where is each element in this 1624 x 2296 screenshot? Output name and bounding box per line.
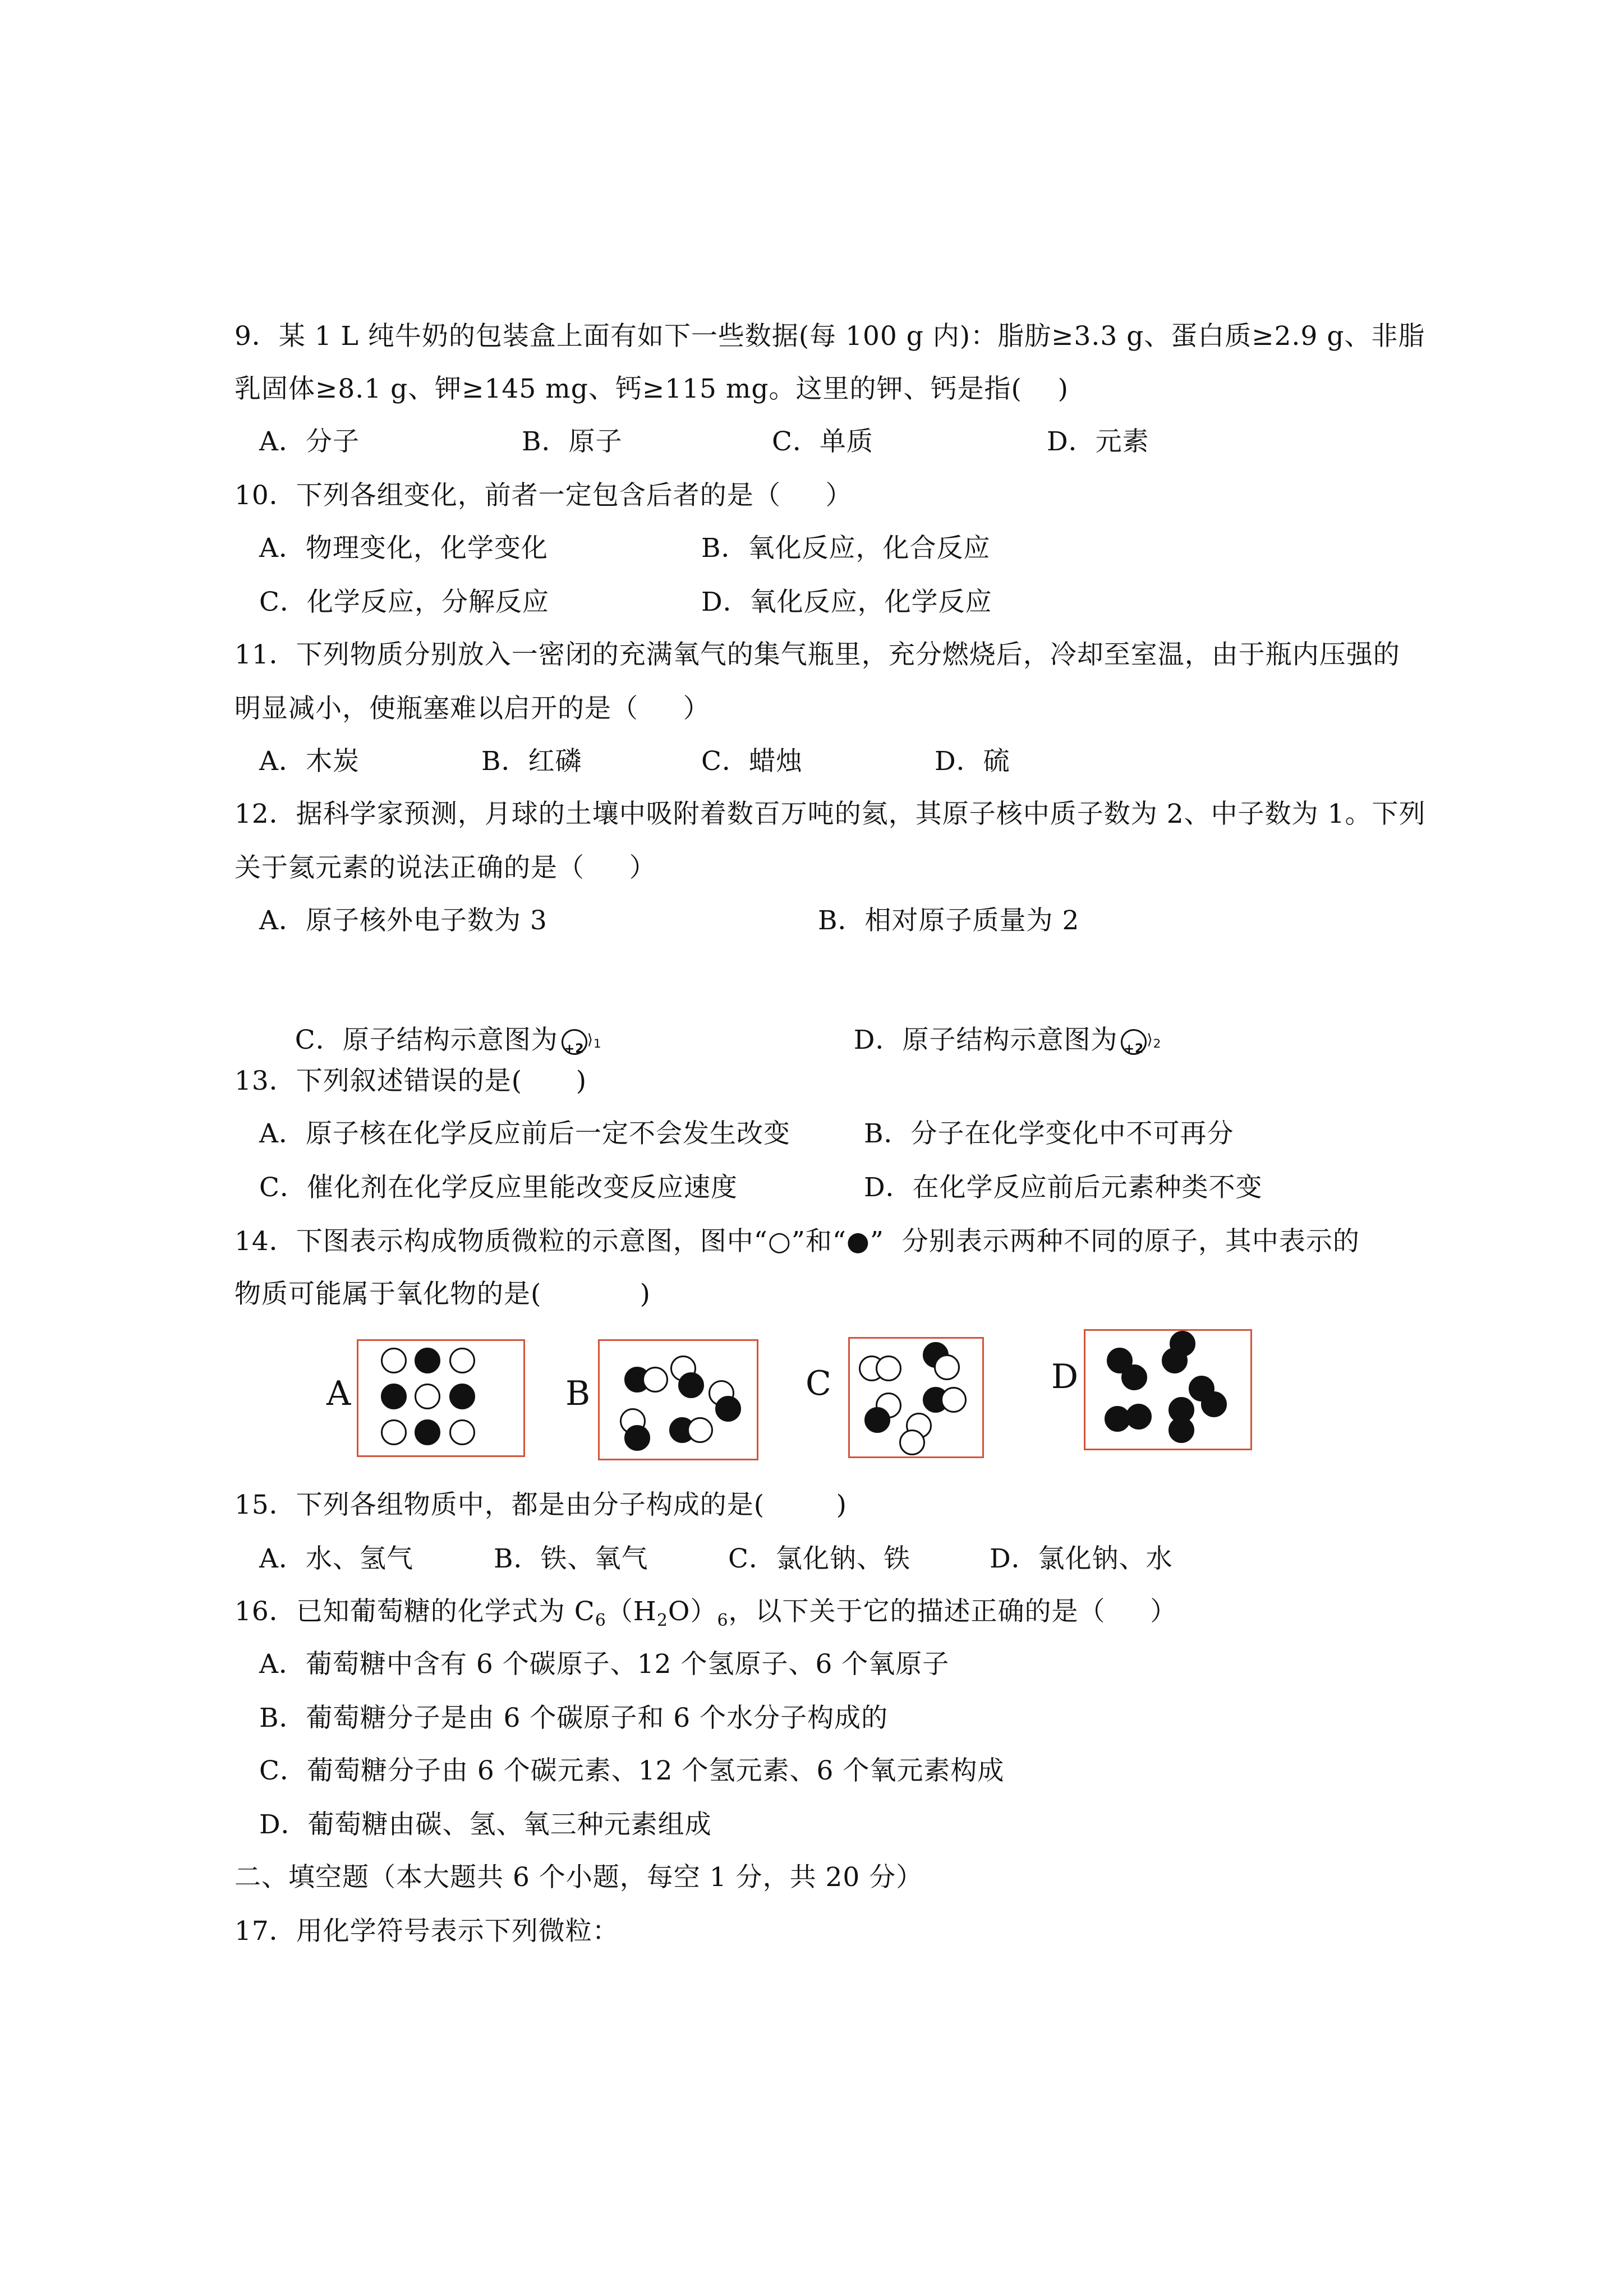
black-atom (864, 1407, 890, 1433)
q12-stem-line1: 12．据科学家预测，月球的土壤中吸附着数百万吨的氦，其原子核中质子数为 2、中子数为 1。下列 (234, 799, 1426, 829)
white-atom (941, 1387, 967, 1413)
white-atom (381, 1348, 407, 1373)
black-atom (1201, 1391, 1227, 1417)
q16-option-b: B．葡萄糖分子是由 6 个碳原子和 6 个水分子构成的 (259, 1703, 889, 1733)
q16-stem-start: 16．已知葡萄糖的化学式为 C (234, 1596, 595, 1627)
q13-option-c: C．催化剂在化学反应里能改变反应速度 (259, 1172, 738, 1203)
black-atom (1168, 1417, 1194, 1443)
q15-option-c: C．氯化钠、铁 (728, 1543, 910, 1574)
q13-option-d: D．在化学反应前后元素种类不变 (864, 1172, 1263, 1203)
q17-stem: 17．用化学符号表示下列微粒： (234, 1916, 619, 1947)
q11-stem-line2: 明显减小，使瓶塞难以启开的是（ ） (234, 693, 710, 724)
q12-option-a: A．原子核外电子数为 3 (259, 905, 548, 936)
figure-label-b: B (565, 1374, 591, 1413)
white-atom (899, 1430, 925, 1455)
black-atom (1121, 1364, 1147, 1390)
electron-shell-count: $⟩_2$ (1147, 1031, 1162, 1052)
q9-option-a: A．分子 (259, 426, 360, 457)
q15-stem: 15．下列各组物质中，都是由分子构成的是( ) (234, 1490, 847, 1520)
formula-subscript: 2 (656, 1611, 668, 1630)
q9-stem-line1: 9．某 1 L 纯牛奶的包装盒上面有如下一些数据(每 100 g 内)：脂肪≥3.3 g、蛋白质≥2.9 g、非脂 (234, 321, 1425, 352)
nucleus-charge: +2 (1124, 1042, 1144, 1057)
q12-option-d (818, 993, 1161, 1091)
electron-shell-count: $⟩_1$ (587, 1031, 602, 1052)
q10-option-d: D．氧化反应，化学反应 (701, 587, 992, 617)
white-atom (415, 1384, 440, 1409)
q10-option-a: A．物理变化，化学变化 (259, 533, 548, 564)
q11-option-c: C．蜡烛 (701, 746, 803, 777)
q16-stem-end: ，以下关于它的描述正确的是（ ） (728, 1596, 1177, 1627)
q12-option-b: B．相对原子质量为 2 (818, 905, 1080, 936)
q16-stem-formula-part: O） (668, 1596, 717, 1627)
q15-option-a: A．水、氢气 (259, 1543, 413, 1574)
q9-option-d: D．元素 (1047, 426, 1149, 457)
q14-stem-line1: 14．下图表示构成物质微粒的示意图，图中“○”和“●” 分别表示两种不同的原子，其中表示的 (234, 1226, 1360, 1257)
figure-label-c: C (806, 1364, 831, 1403)
shell-electrons: 1 (593, 1037, 602, 1052)
nucleus-charge: +2 (564, 1042, 585, 1057)
black-atom (678, 1372, 704, 1398)
black-atom (415, 1419, 440, 1445)
q11-stem-line1: 11．下列物质分别放入一密闭的充满氧气的集气瓶里，充分燃烧后，冷却至室温，由于瓶内压强的 (234, 639, 1400, 670)
q10-stem: 10．下列各组变化，前者一定包含后者的是（ ） (234, 480, 853, 511)
atom-structure-diagram (1121, 1029, 1147, 1055)
black-atom (1162, 1348, 1188, 1373)
figure-label-a: A (326, 1374, 351, 1413)
q13-option-a: A．原子核在化学反应前后一定不会发生改变 (259, 1118, 790, 1149)
q16-option-a: A．葡萄糖中含有 6 个碳原子、12 个氢原子、6 个氧原子 (259, 1649, 950, 1680)
black-atom (415, 1348, 440, 1373)
particle-box-c (848, 1337, 984, 1458)
q9-stem-line2: 乳固体≥8.1 g、钾≥145 mg、钙≥115 mg。这里的钾、钙是指( ) (234, 374, 1069, 404)
black-atom (381, 1384, 407, 1409)
shell-electrons: 2 (1153, 1037, 1162, 1052)
white-atom (687, 1417, 713, 1443)
black-atom (624, 1425, 650, 1451)
q11-option-b: B．红磷 (481, 746, 582, 777)
white-atom (449, 1419, 475, 1445)
black-atom (449, 1384, 475, 1409)
q16-stem-formula-part: （H (606, 1596, 657, 1627)
particle-box-d (1084, 1329, 1252, 1450)
white-atom (934, 1354, 960, 1380)
q16-option-d: D．葡萄糖由碳、氢、氧三种元素组成 (259, 1809, 712, 1840)
white-atom (449, 1348, 475, 1373)
q13-option-b: B．分子在化学变化中不可再分 (864, 1118, 1234, 1149)
q10-option-c: C．化学反应，分解反应 (259, 587, 549, 617)
black-atom (715, 1396, 741, 1422)
q16-stem (234, 1596, 1177, 1636)
formula-subscript: 6 (595, 1611, 606, 1630)
atom-structure-diagram (562, 1029, 587, 1055)
q16-option-c: C．葡萄糖分子由 6 个碳元素、12 个氢元素、6 个氧元素构成 (259, 1755, 1005, 1786)
q15-option-d: D．氯化钠、水 (990, 1543, 1173, 1574)
q12-option-d-label: D．原子结构示意图为 (853, 1025, 1118, 1056)
q11-option-d: D．硫 (935, 746, 1010, 777)
q9-option-b: B．原子 (522, 426, 623, 457)
white-atom (642, 1367, 668, 1393)
formula-subscript: 6 (717, 1611, 729, 1630)
section-2-heading: 二、填空题（本大题共 6 个小题，每空 1 分，共 20 分） (234, 1862, 923, 1893)
particle-box-b (598, 1339, 758, 1460)
q9-option-c: C．单质 (772, 426, 873, 457)
q15-option-b: B．铁、氧气 (494, 1543, 648, 1574)
q12-stem-line2: 关于氦元素的说法正确的是（ ） (234, 852, 656, 883)
white-atom (876, 1356, 901, 1381)
black-atom (1126, 1404, 1152, 1430)
figure-label-d: D (1051, 1357, 1079, 1396)
q12-option-c-label: C．原子结构示意图为 (295, 1025, 558, 1056)
white-atom (381, 1419, 407, 1445)
q11-option-a: A．木炭 (259, 746, 360, 777)
particle-box-a (357, 1339, 525, 1457)
q10-option-b: B．氧化反应，化合反应 (701, 533, 991, 564)
q13-stem: 13．下列叙述错误的是( ) (234, 1066, 587, 1096)
q14-stem-line2: 物质可能属于氧化物的是( ) (234, 1279, 651, 1310)
